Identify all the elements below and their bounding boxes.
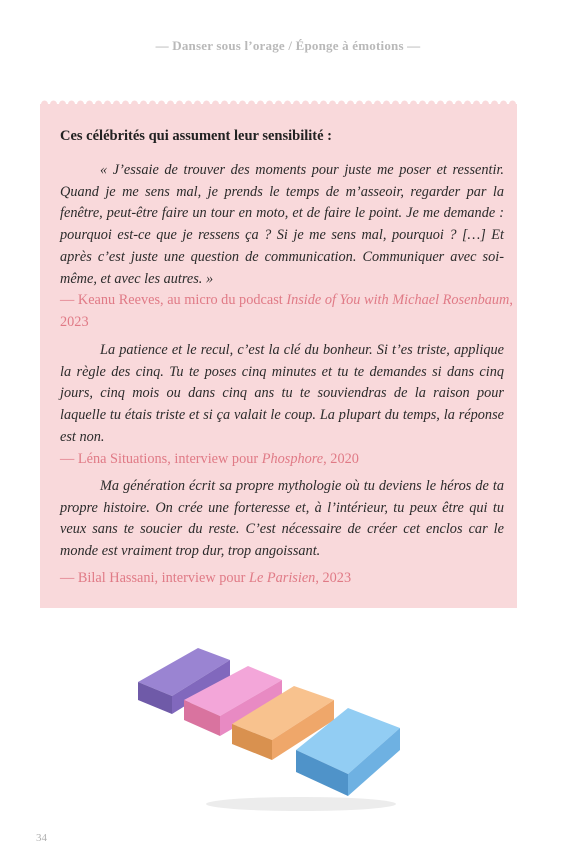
source-title-3: Le Parisien <box>249 570 316 586</box>
quote-source-2 <box>60 449 359 471</box>
card-title: Ces célébrités qui assument leur sensibilité : <box>60 128 332 144</box>
source-author-3: — Bilal Hassani, interview pour <box>60 570 250 586</box>
source-author-2: — Léna Situations, interview pour <box>60 451 262 467</box>
quote-source-1 <box>60 290 520 333</box>
source-year-1: , 2023 <box>60 292 513 330</box>
quote-text-3: Ma génération écrit sa propre mythologie où tu deviens le héros de ta propre histoire. On crée une forteresse et, à l’intérieur, tu peux être qui tu veux sans te soucier du reste. C’est nécessaire de créer cet enclos car le monde est vraiment trop dur, trop angoissant. <box>60 478 504 560</box>
running-header: — Danser sous l’orage / Éponge à émotions — <box>155 38 421 53</box>
quote-text-2: La patience et le recul, c’est la clé du bonheur. Si t’es triste, applique la règle des cinq. Tu te poses cinq minutes et tu te demandes si dans cinq jours, cinq mois ou dans cinq ans tu te souviendras de la raison pour laquelle tu étais triste et si ça valait le coup. La plupart du temps, la réponse est non. <box>60 342 504 445</box>
page-number: 34 <box>36 832 47 844</box>
source-year-2: , 2020 <box>323 451 359 467</box>
source-title-2: Phosphore <box>261 451 324 467</box>
quote-text-1: « J’essaie de trouver des moments pour juste me poser et ressentir. Quand je me sens mal, je prends le temps de m’asseoir, regarder par la fenêtre, peut-être faire un tour en moto, et de faire le point. Je me demande : pourquoi est-ce que je ressens ça ? Si je me sens mal, pourquoi ? […] Et après c’est juste une question de communication. Communiquer avec soi-même, et avec les autres. » <box>60 162 504 287</box>
quote-source-3 <box>60 568 351 590</box>
source-title-1: Inside of You with Michael Rosenbaum <box>286 292 510 308</box>
source-author-1: — Keanu Reeves, au micro du podcast <box>60 292 287 308</box>
source-year-3: , 2023 <box>315 570 352 586</box>
notebooks-illustration <box>136 642 408 814</box>
